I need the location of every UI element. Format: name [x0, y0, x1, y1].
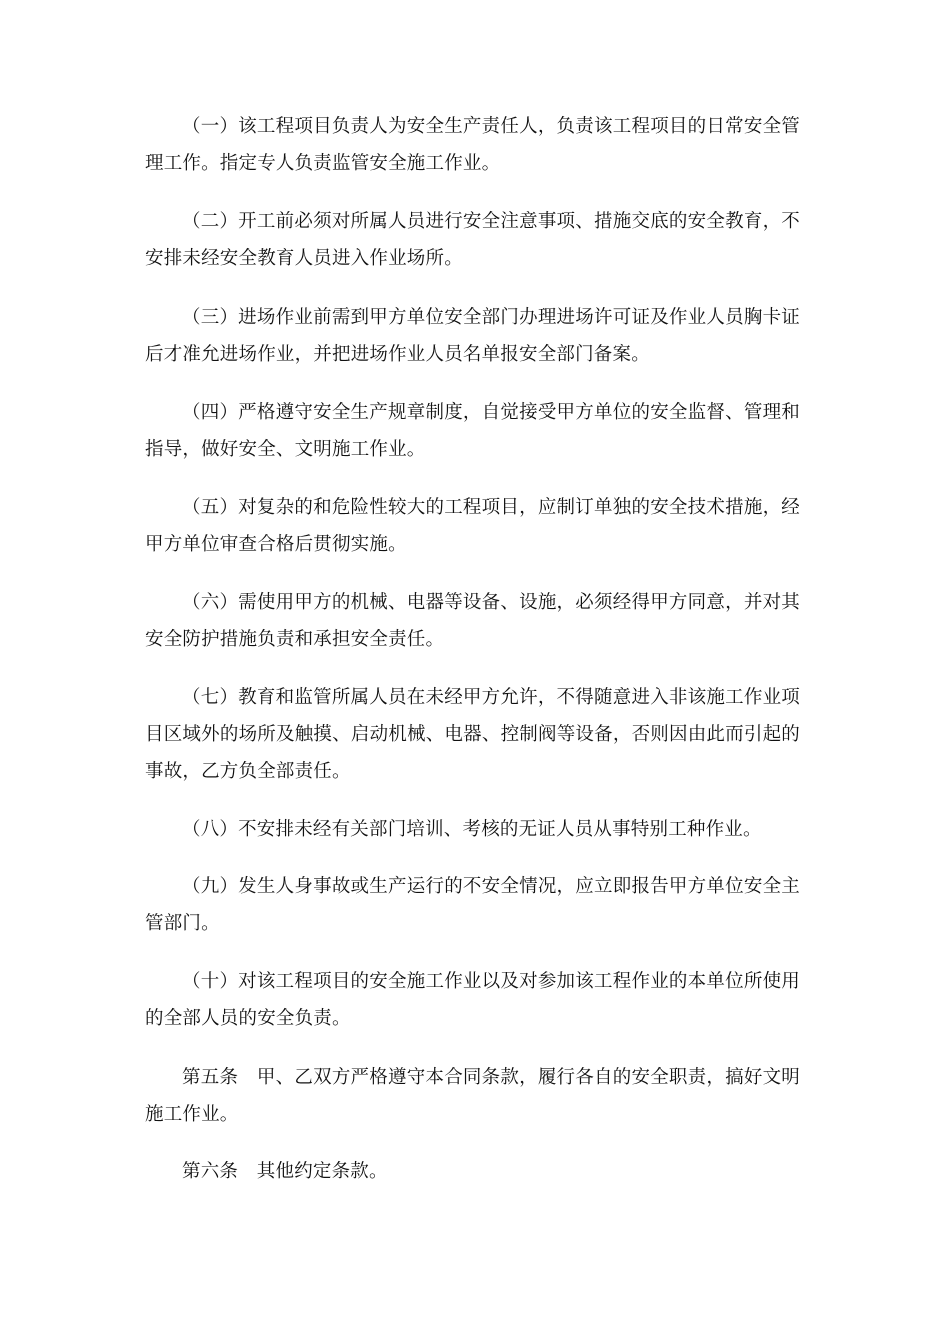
article-5-paragraph: 第五条 甲、乙双方严格遵守本合同条款，履行各自的安全职责，搞好文明施工作业。: [145, 1067, 800, 1125]
clause-3-paragraph: （三）进场作业前需到甲方单位安全部门办理进场许可证及作业人员胸卡证后才准允进场作业，并把进场作业人员名单报安全部门备案。: [145, 307, 800, 365]
clause-10-paragraph: （十）对该工程项目的安全施工作业以及对参加该工程作业的本单位所使用的全部人员的安全负责。: [145, 971, 800, 1029]
clause-1-paragraph: （一）该工程项目负责人为安全生产责任人，负责该工程项目的日常安全管理工作。指定专人负责监管安全施工作业。: [145, 116, 800, 174]
clause-7-paragraph: （七）教育和监管所属人员在未经甲方允许，不得随意进入非该施工作业项目区域外的场所及触摸、启动机械、电器、控制阀等设备，否则因由此而引起的事故，乙方负全部责任。: [145, 687, 800, 782]
clause-5-paragraph: （五）对复杂的和危险性较大的工程项目，应制订单独的安全技术措施，经甲方单位审查合格后贯彻实施。: [145, 497, 800, 555]
clause-9-paragraph: （九）发生人身事故或生产运行的不安全情况，应立即报告甲方单位安全主管部门。: [145, 876, 800, 934]
clause-6-paragraph: （六）需使用甲方的机械、电器等设备、设施，必须经得甲方同意，并对其安全防护措施负责和承担安全责任。: [145, 592, 800, 650]
clause-4-paragraph: （四）严格遵守安全生产规章制度，自觉接受甲方单位的安全监督、管理和指导，做好安全、文明施工作业。: [145, 402, 800, 460]
clause-2-paragraph: （二）开工前必须对所属人员进行安全注意事项、措施交底的安全教育，不安排未经安全教育人员进入作业场所。: [145, 211, 800, 269]
article-6-paragraph: 第六条 其他约定条款。: [182, 1161, 388, 1182]
clause-8-paragraph: （八）不安排未经有关部门培训、考核的无证人员从事特别工种作业。: [182, 819, 762, 840]
